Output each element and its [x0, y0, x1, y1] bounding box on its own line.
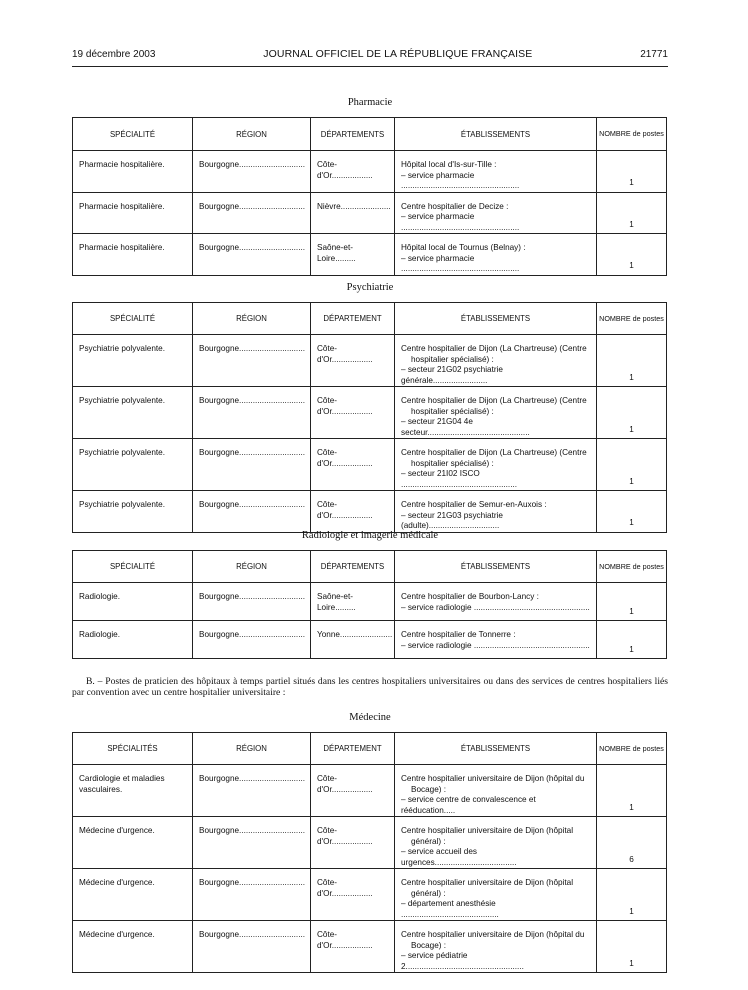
cell-nombre: 1 [597, 192, 667, 234]
header-departement: DÉPARTEMENT [311, 303, 395, 335]
cell-specialite: Cardiologie et maladies vasculaires. [73, 765, 193, 817]
cell-departement: Saône-et-Loire......... [311, 234, 395, 276]
etab-line: Centre hospitalier universitaire de Dijon (hôpital du [401, 774, 585, 783]
cell-specialite: Médecine d'urgence. [73, 869, 193, 921]
header-etablissements: ÉTABLISSEMENTS [395, 118, 597, 151]
cell-region: Bourgogne............................. [193, 621, 311, 659]
table-row [73, 491, 667, 533]
etab-line: général) : [411, 836, 446, 846]
table-row [73, 151, 667, 193]
etab-line: Centre hospitalier universitaire de Dijon (hôpital [401, 826, 574, 835]
section-title-pharmacie: Pharmacie [347, 97, 393, 108]
cell-departement: Yonne....................... [311, 621, 395, 659]
etab-line: Centre hospitalier de Dijon (La Chartreuse) (Centre [401, 396, 587, 405]
etab-line: Hôpital local d'Is-sur-Tille : [401, 160, 497, 169]
cell-departement: Côte-d'Or.................. [311, 491, 395, 533]
cell-region: Bourgogne............................. [193, 192, 311, 234]
header-rule [72, 66, 668, 67]
cell-etablissement [395, 192, 597, 234]
section-title-radiologie: Radiologie et imagerie médicale [301, 530, 439, 541]
etab-line: – secteur 21G02 psychiatrie générale........................ [401, 365, 503, 385]
header-departement: DÉPARTEMENT [311, 733, 395, 765]
cell-etablissement [395, 583, 597, 621]
header-region: RÉGION [193, 118, 311, 151]
table-radiologie [72, 550, 667, 659]
table-row [73, 234, 667, 276]
etab-line: – service centre de convalescence et rééducation..... [401, 795, 536, 815]
cell-etablissement [395, 439, 597, 491]
cell-specialite: Radiologie. [73, 583, 193, 621]
header-etablissements: ÉTABLISSEMENTS [395, 733, 597, 765]
table-row [73, 583, 667, 621]
cell-region: Bourgogne............................. [193, 583, 311, 621]
journal-title: JOURNAL OFFICIEL DE LA RÉPUBLIQUE FRANÇAISE [263, 48, 533, 60]
cell-departement: Côte-d'Or.................. [311, 817, 395, 869]
table-psychiatrie [72, 302, 667, 533]
cell-departement: Côte-d'Or.................. [311, 335, 395, 387]
etab-line: Centre hospitalier de Dijon (La Chartreuse) (Centre [401, 344, 587, 353]
cell-departement: Côte-d'Or.................. [311, 151, 395, 193]
section-title-psychiatrie: Psychiatrie [346, 282, 394, 293]
etab-line: – secteur 21G04 4e secteur............................................. [401, 417, 530, 437]
cell-region: Bourgogne............................. [193, 234, 311, 276]
header-specialite: SPÉCIALITÉS [73, 733, 193, 765]
header-etablissements: ÉTABLISSEMENTS [395, 303, 597, 335]
cell-etablissement [395, 335, 597, 387]
etab-line: Centre hospitalier de Tonnerre : [401, 630, 516, 639]
cell-departement: Côte-d'Or.................. [311, 869, 395, 921]
header-departement: DÉPARTEMENTS [311, 118, 395, 151]
header-region: RÉGION [193, 551, 311, 583]
etab-line: – service radiologie ................................................... [401, 602, 590, 612]
table-row [73, 439, 667, 491]
etab-line: – service radiologie ................................................... [401, 640, 590, 650]
cell-region: Bourgogne............................. [193, 921, 311, 973]
table-row [73, 869, 667, 921]
cell-specialite: Médecine d'urgence. [73, 921, 193, 973]
cell-departement: Nièvre...................... [311, 192, 395, 234]
etab-line: – secteur 21I02 ISCO ................................................... [401, 469, 518, 489]
cell-region: Bourgogne............................. [193, 151, 311, 193]
header-etablissements: ÉTABLISSEMENTS [395, 551, 597, 583]
table-row [73, 765, 667, 817]
cell-specialite: Psychiatrie polyvalente. [73, 387, 193, 439]
page-number: 21771 [640, 48, 668, 60]
etab-line: hospitalier spécialisé) : [411, 458, 494, 468]
header-region: RÉGION [193, 303, 311, 335]
cell-departement: Saône-et-Loire......... [311, 583, 395, 621]
page-header [72, 46, 668, 62]
header-specialite: SPÉCIALITÉ [73, 303, 193, 335]
header-specialite: SPÉCIALITÉ [73, 118, 193, 151]
cell-specialite: Psychiatrie polyvalente. [73, 335, 193, 387]
table-header-row [73, 118, 667, 151]
cell-etablissement [395, 491, 597, 533]
table-row [73, 921, 667, 973]
header-specialite: SPÉCIALITÉ [73, 551, 193, 583]
table-row [73, 817, 667, 869]
cell-region: Bourgogne............................. [193, 817, 311, 869]
cell-nombre: 6 [597, 817, 667, 869]
header-date: 19 décembre 2003 [72, 48, 156, 60]
table-row [73, 387, 667, 439]
etab-line: – service pharmacie .................................................... [401, 212, 520, 232]
cell-departement: Côte-d'Or.................. [311, 387, 395, 439]
cell-etablissement [395, 869, 597, 921]
cell-specialite: Radiologie. [73, 621, 193, 659]
cell-etablissement [395, 621, 597, 659]
etab-line: Centre hospitalier de Semur-en-Auxois : [401, 500, 547, 509]
cell-nombre: 1 [597, 921, 667, 973]
cell-departement: Côte-d'Or.................. [311, 921, 395, 973]
cell-nombre: 1 [597, 439, 667, 491]
etab-line: Centre hospitalier de Bourbon-Lancy : [401, 592, 539, 601]
table-header-row [73, 733, 667, 765]
header-nombre: NOMBRE de postes [597, 551, 667, 583]
header-nombre: NOMBRE de postes [597, 118, 667, 151]
etab-line: hospitalier spécialisé) : [411, 406, 494, 416]
cell-nombre: 1 [597, 583, 667, 621]
etab-line: général) : [411, 888, 446, 898]
cell-specialite: Pharmacie hospitalière. [73, 234, 193, 276]
cell-specialite: Pharmacie hospitalière. [73, 192, 193, 234]
cell-nombre: 1 [597, 387, 667, 439]
cell-specialite: Pharmacie hospitalière. [73, 151, 193, 193]
cell-specialite: Psychiatrie polyvalente. [73, 491, 193, 533]
cell-nombre: 1 [597, 151, 667, 193]
cell-region: Bourgogne............................. [193, 765, 311, 817]
header-region: RÉGION [193, 733, 311, 765]
cell-departement: Côte-d'Or.................. [311, 765, 395, 817]
cell-nombre: 1 [597, 621, 667, 659]
etab-line: Centre hospitalier universitaire de Dijon (hôpital du [401, 930, 585, 939]
cell-region: Bourgogne............................. [193, 335, 311, 387]
section-title-medecine: Médecine [349, 712, 391, 723]
etab-line: – service accueil des urgences.................................... [401, 847, 517, 867]
cell-nombre: 1 [597, 869, 667, 921]
table-row [73, 192, 667, 234]
table-row [73, 621, 667, 659]
cell-region: Bourgogne............................. [193, 869, 311, 921]
table-medecine [72, 732, 667, 973]
cell-etablissement [395, 817, 597, 869]
table-header-row [73, 551, 667, 583]
etab-line: Hôpital local de Tournus (Belnay) : [401, 243, 526, 252]
cell-etablissement [395, 765, 597, 817]
cell-etablissement [395, 921, 597, 973]
header-nombre: NOMBRE de postes [597, 303, 667, 335]
cell-specialite: Psychiatrie polyvalente. [73, 439, 193, 491]
cell-region: Bourgogne............................. [193, 491, 311, 533]
cell-nombre: 1 [597, 234, 667, 276]
etab-line: – service pharmacie .................................................... [401, 170, 520, 190]
paragraph-b: B. – Postes de praticien des hôpitaux à temps partiel situés dans les centres hospitaliers universitaires ou dans des services de centres hospitaliers liés par convention avec un centre hospitalier universitaire : [72, 676, 668, 698]
etab-line: Centre hospitalier de Decize : [401, 201, 509, 211]
cell-specialite: Médecine d'urgence. [73, 817, 193, 869]
cell-etablissement [395, 151, 597, 193]
cell-departement: Côte-d'Or.................. [311, 439, 395, 491]
cell-nombre: 1 [597, 491, 667, 533]
etab-line: Bocage) : [411, 784, 447, 794]
etab-line: Centre hospitalier de Dijon (La Chartreuse) (Centre [401, 448, 587, 457]
etab-line: – département anesthésie ........................................... [401, 899, 499, 919]
etab-line: Centre hospitalier universitaire de Dijon (hôpital [401, 878, 574, 887]
etab-line: hospitalier spécialisé) : [411, 354, 494, 364]
cell-nombre: 1 [597, 765, 667, 817]
table-row [73, 335, 667, 387]
header-nombre: NOMBRE de postes [597, 733, 667, 765]
table-header-row [73, 303, 667, 335]
cell-region: Bourgogne............................. [193, 387, 311, 439]
etab-line: – service pédiatrie 2.................................................... [401, 951, 524, 971]
cell-etablissement [395, 387, 597, 439]
table-pharmacie [72, 117, 667, 276]
etab-line: – service pharmacie .................................................... [401, 253, 520, 273]
etab-line: Bocage) : [411, 940, 447, 950]
etab-line: – secteur 21G03 psychiatrie (adulte)............................... [401, 510, 503, 530]
cell-region: Bourgogne............................. [193, 439, 311, 491]
cell-etablissement [395, 234, 597, 276]
header-departement: DÉPARTEMENTS [311, 551, 395, 583]
cell-nombre: 1 [597, 335, 667, 387]
